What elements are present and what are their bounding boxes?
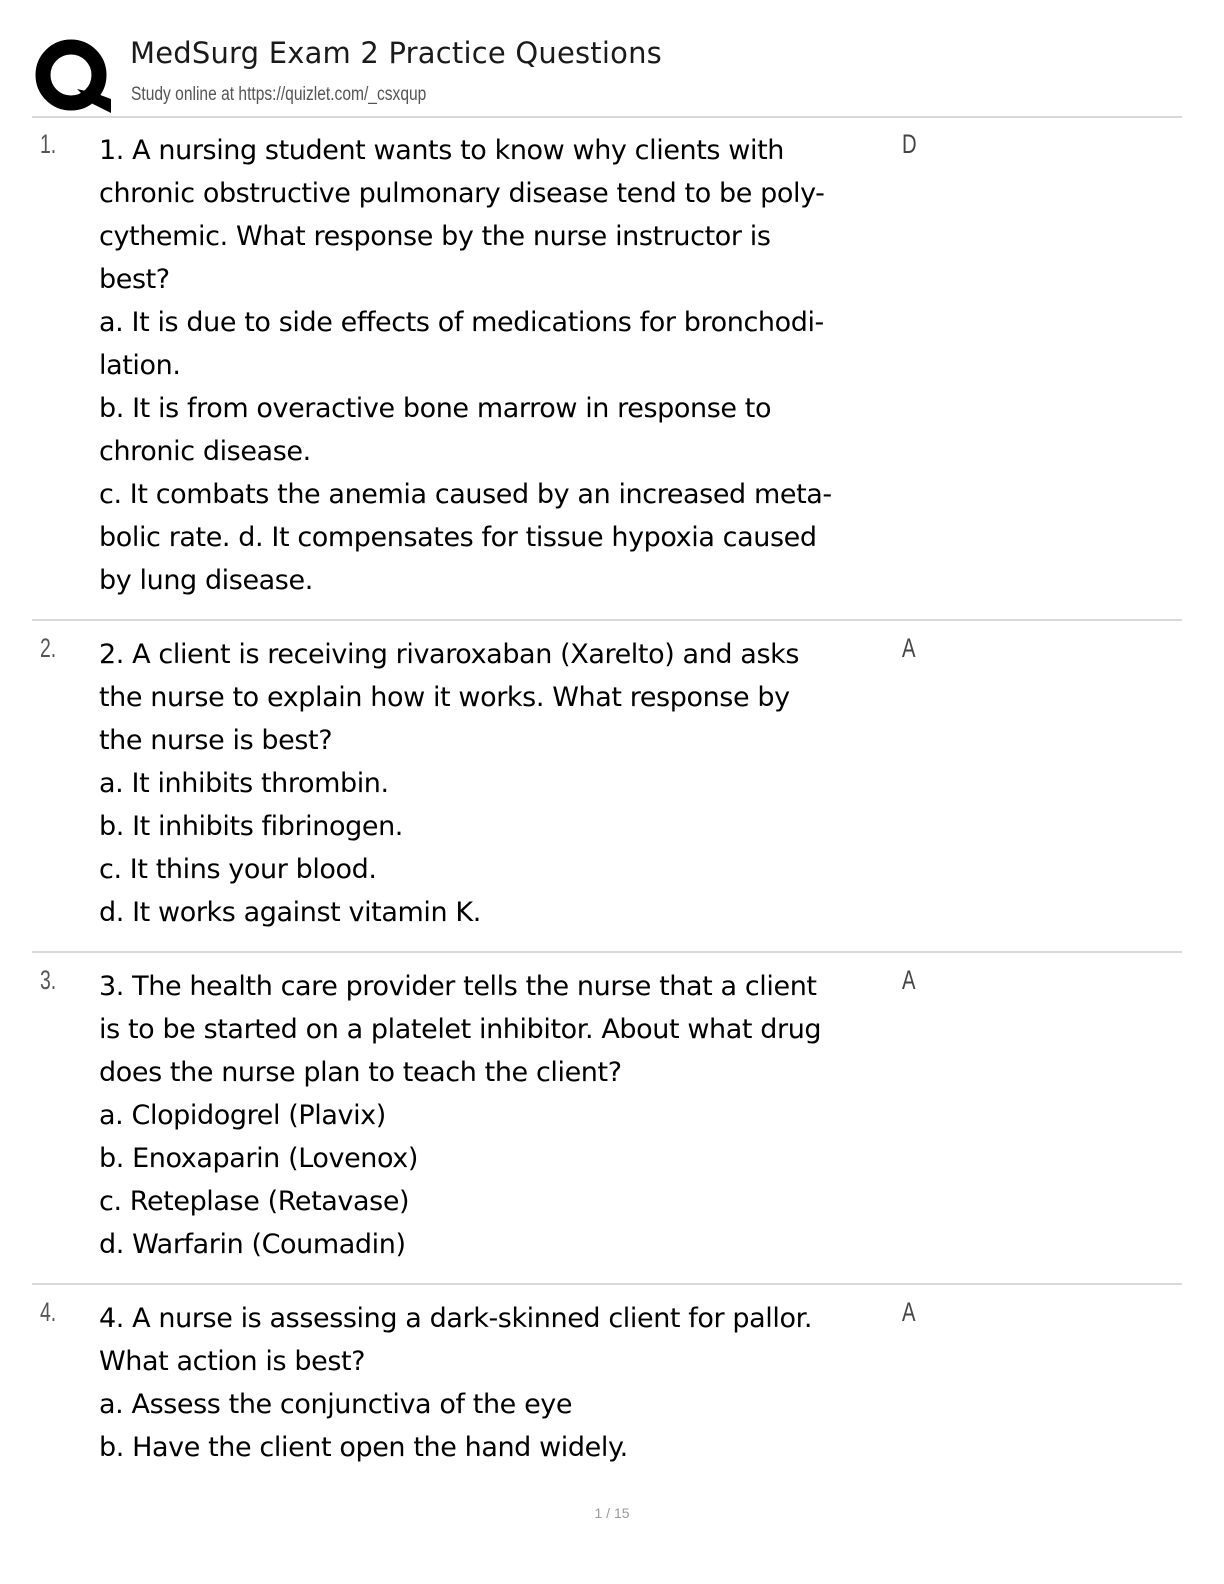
option-line: c. Reteplase (Retavase) xyxy=(99,1186,410,1217)
question-number: 3. xyxy=(40,965,57,995)
question-line: the nurse to explain how it works. What response by xyxy=(99,682,790,713)
question-number: 2. xyxy=(40,633,57,663)
answer-letter: A xyxy=(902,633,916,663)
option-line: bolic rate. d. It compensates for tissue hypoxia caused xyxy=(99,522,817,553)
option-line: a. It is due to side effects of medications for bronchodi- xyxy=(99,307,824,338)
option-line: d. Warfarin (Coumadin) xyxy=(99,1229,406,1260)
page-indicator: 1 / 15 xyxy=(594,1505,630,1521)
question-line: 3. The health care provider tells the nurse that a client xyxy=(99,971,817,1002)
option-line: by lung disease. xyxy=(99,565,313,596)
option-line: d. It works against vitamin K. xyxy=(99,897,481,928)
question-line: What action is best? xyxy=(99,1346,366,1377)
page-title: MedSurg Exam 2 Practice Questions xyxy=(130,36,662,70)
question-line: chronic obstructive pulmonary disease tend to be poly- xyxy=(99,178,825,209)
option-line: lation. xyxy=(99,350,181,381)
option-line: c. It combats the anemia caused by an increased meta- xyxy=(99,479,832,510)
question-line: 2. A client is receiving rivaroxaban (Xarelto) and asks xyxy=(99,639,800,670)
question-divider xyxy=(32,951,1182,953)
option-line: a. Assess the conjunctiva of the eye xyxy=(99,1389,573,1420)
option-line: b. It inhibits fibrinogen. xyxy=(99,811,403,842)
answer-letter: D xyxy=(902,129,917,159)
header-divider xyxy=(32,116,1182,118)
question-line: best? xyxy=(99,264,170,295)
question-line: does the nurse plan to teach the client? xyxy=(99,1057,622,1088)
question-number: 4. xyxy=(40,1297,57,1327)
option-line: c. It thins your blood. xyxy=(99,854,377,885)
question-line: is to be started on a platelet inhibitor. About what drug xyxy=(99,1014,822,1045)
answer-letter: A xyxy=(902,1297,916,1327)
option-line: a. Clopidogrel (Plavix) xyxy=(99,1100,386,1131)
page-header xyxy=(30,32,1182,116)
question-number: 1. xyxy=(40,129,57,159)
quizlet-logo-icon xyxy=(33,37,113,117)
question-line: cythemic. What response by the nurse instructor is xyxy=(99,221,771,252)
study-online-link[interactable]: Study online at https://quizlet.com/_csxqup xyxy=(131,84,427,105)
option-line: chronic disease. xyxy=(99,436,311,467)
question-line: 4. A nurse is assessing a dark-skinned client for pallor. xyxy=(99,1303,813,1334)
question-text xyxy=(99,965,899,1266)
option-line: a. It inhibits thrombin. xyxy=(99,768,389,799)
answer-letter: A xyxy=(902,965,916,995)
question-text xyxy=(99,129,899,602)
question-divider xyxy=(32,1283,1182,1285)
question-text xyxy=(99,1297,899,1469)
question-line: the nurse is best? xyxy=(99,725,333,756)
option-line: b. Have the client open the hand widely. xyxy=(99,1432,628,1463)
option-line: b. Enoxaparin (Lovenox) xyxy=(99,1143,418,1174)
question-divider xyxy=(32,619,1182,621)
question-text xyxy=(99,633,899,934)
question-line: 1. A nursing student wants to know why clients with xyxy=(99,135,784,166)
option-line: b. It is from overactive bone marrow in response to xyxy=(99,393,772,424)
